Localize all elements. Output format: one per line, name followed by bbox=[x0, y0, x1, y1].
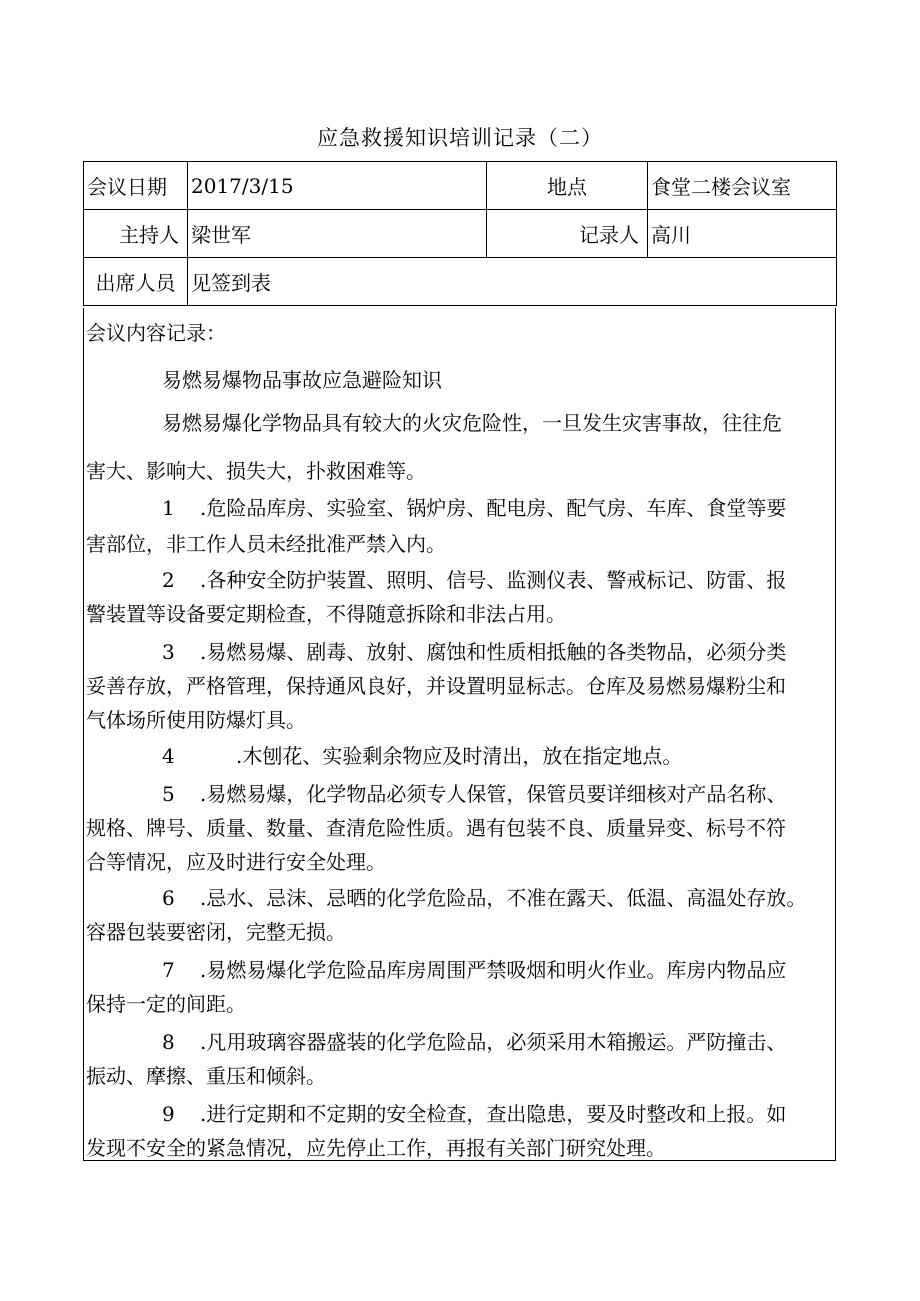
attendees-label: 出席人员 bbox=[84, 258, 188, 306]
item-3-line-1: 3 .易燃易爆、剧毒、放射、腐蚀和性质相抵触的各类物品，必须分类 bbox=[162, 640, 787, 664]
item-3-line-3: 气体场所使用防爆灯具。 bbox=[86, 708, 306, 732]
place-value: 食堂二楼会议室 bbox=[648, 162, 837, 210]
item-1-line-1: 1 .危险品库房、实验室、锅炉房、配电房、配气房、车库、食堂等要 bbox=[162, 496, 787, 520]
host-label: 主持人 bbox=[84, 210, 188, 258]
content-heading: 易燃易爆物品事故应急避险知识 bbox=[162, 368, 442, 392]
meeting-content bbox=[83, 308, 836, 1161]
item-4-line-1: 4 .木刨花、实验剩余物应及时清出，放在指定地点。 bbox=[162, 744, 683, 768]
intro-line-2: 害大、影响大、损失大，扑救困难等。 bbox=[86, 459, 426, 483]
item-6-line-2: 容器包装要密闭，完整无损。 bbox=[86, 920, 346, 944]
recorder-value: 高川 bbox=[648, 210, 837, 258]
item-7-line-2: 保持一定的间距。 bbox=[86, 992, 246, 1016]
item-8-line-2: 振动、摩擦、重压和倾斜。 bbox=[86, 1064, 326, 1088]
document-title: 应急救援知识培训记录（二） bbox=[317, 126, 603, 150]
attendees-value: 见签到表 bbox=[188, 258, 837, 306]
item-8-line-1: 8 .凡用玻璃容器盛装的化学危险品，必须采用木箱搬运。严防撞击、 bbox=[162, 1030, 787, 1054]
item-6-line-1: 6 .忌水、忌沫、忌晒的化学危险品，不准在露天、低温、高温处存放。 bbox=[162, 886, 807, 910]
meeting-info-table bbox=[83, 161, 837, 306]
content-label: 会议内容记录： bbox=[86, 321, 226, 345]
date-value: 2017/3/15 bbox=[188, 162, 487, 210]
item-9-line-2: 发现不安全的紧急情况，应先停止工作，再报有关部门研究处理。 bbox=[86, 1136, 666, 1160]
info-row-date bbox=[84, 162, 837, 210]
item-9-line-1: 9 .进行定期和不定期的安全检查，查出隐患，要及时整改和上报。如 bbox=[162, 1102, 787, 1126]
item-1-line-2: 害部位，非工作人员未经批准严禁入内。 bbox=[86, 532, 446, 556]
date-label: 会议日期 bbox=[84, 162, 188, 210]
recorder-label: 记录人 bbox=[487, 210, 648, 258]
item-5-line-3: 合等情况，应及时进行安全处理。 bbox=[86, 850, 386, 874]
item-7-line-1: 7 .易燃易爆化学危险品库房周围严禁吸烟和明火作业。库房内物品应 bbox=[162, 958, 787, 982]
item-5-line-2: 规格、牌号、质量、数量、查清危险性质。遇有包装不良、质量异变、标号不符 bbox=[86, 816, 786, 840]
item-5-line-1: 5 .易燃易爆，化学物品必须专人保管，保管员要详细核对产品名称、 bbox=[162, 782, 787, 806]
item-3-line-2: 妥善存放，严格管理，保持通风良好，并设置明显标志。仓库及易燃易爆粉尘和 bbox=[86, 674, 786, 698]
info-row-host bbox=[84, 210, 837, 258]
item-2-line-2: 警装置等设备要定期检查，不得随意拆除和非法占用。 bbox=[86, 602, 566, 626]
item-2-line-1: 2 .各种安全防护装置、照明、信号、监测仪表、警戒标记、防雷、报 bbox=[162, 568, 787, 592]
place-label: 地点 bbox=[487, 162, 648, 210]
info-row-attendees bbox=[84, 258, 837, 306]
host-value: 梁世军 bbox=[188, 210, 487, 258]
intro-line-1: 易燃易爆化学物品具有较大的火灾危险性，一旦发生灾害事故，往往危 bbox=[162, 411, 782, 435]
